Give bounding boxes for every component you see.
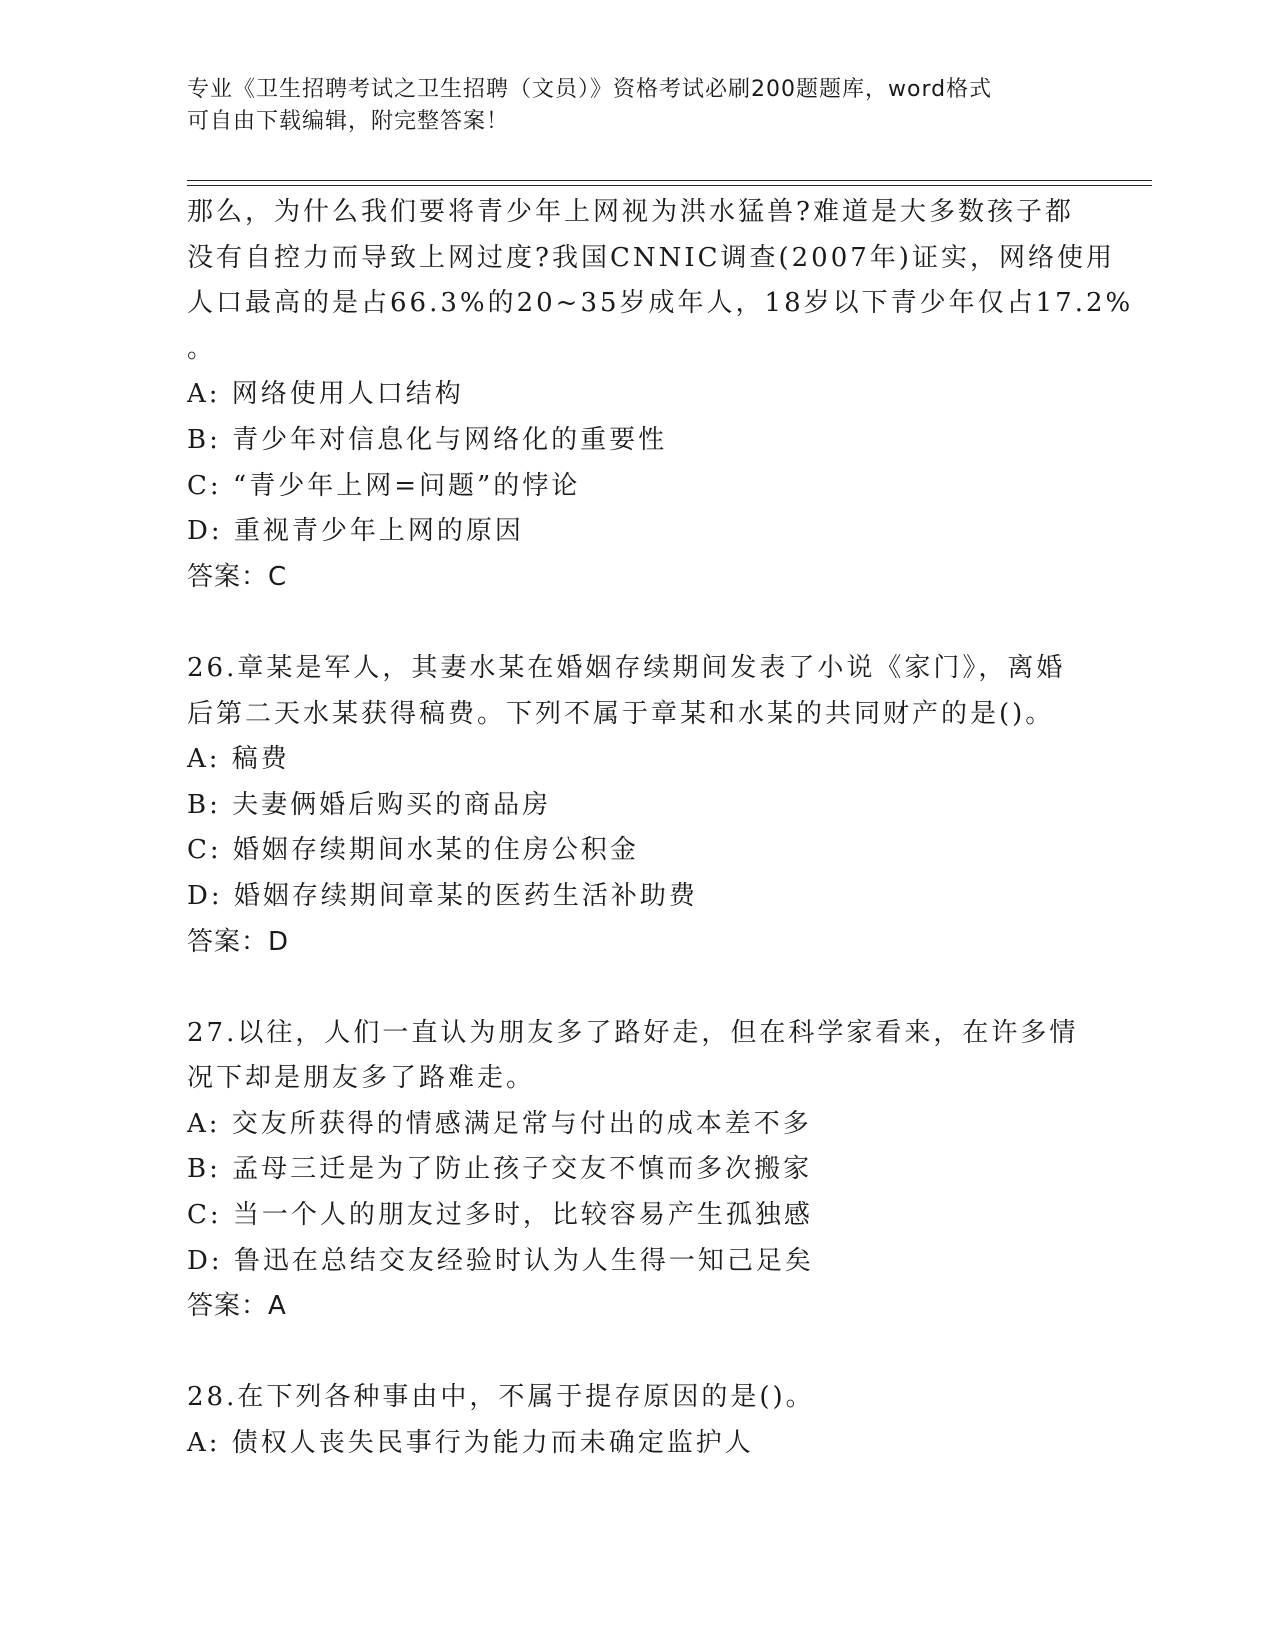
question-stem-line: 没有自控力而导致上网过度?我国CNNIC调查(2007年)证实，网络使用 (187, 242, 1115, 273)
header-rule-bottom (187, 185, 1152, 186)
question-stem-line: 。 (187, 333, 217, 364)
document-header (187, 74, 1087, 138)
answer: 答案：D (187, 926, 290, 957)
header-line-1: 专业《卫生招聘考试之卫生招聘（文员）》资格考试必刷200题题库，word格式 (187, 77, 993, 102)
option-c: C: 当一个人的朋友过多时，比较容易产生孤独感 (187, 1200, 813, 1231)
spacer (187, 600, 1087, 646)
header-rule-top (187, 180, 1152, 181)
header-line-2: 可自由下载编辑，附完整答案！ (187, 109, 510, 134)
option-a: A: 稿费 (187, 744, 290, 775)
question-27 (187, 1011, 1087, 1330)
question-26 (187, 646, 1087, 965)
question-stem-line: 后第二天水某获得稿费。下列不属于章某和水某的共同财产的是()。 (187, 698, 1055, 729)
question-25 (187, 190, 1134, 600)
option-b: B: 青少年对信息化与网络化的重要性 (187, 424, 668, 455)
answer: 答案：A (187, 1291, 287, 1322)
option-b: B: 夫妻俩婚后购买的商品房 (187, 789, 552, 820)
answer: 答案：C (187, 561, 288, 592)
spacer (187, 1330, 1087, 1376)
option-a: A: 债权人丧失民事行为能力而未确定监护人 (187, 1428, 754, 1459)
option-c: C: 婚姻存续期间水某的住房公积金 (187, 835, 639, 866)
question-stem-line: 27.以往，人们一直认为朋友多了路好走，但在科学家看来，在许多情 (187, 1017, 1079, 1048)
question-stem-line: 人口最高的是占66.3%的20~35岁成年人，18岁以下青少年仅占17.2% (187, 288, 1134, 319)
question-stem-line: 况下却是朋友多了路难走。 (187, 1063, 536, 1094)
option-a: A: 交友所获得的情感满足常与付出的成本差不多 (187, 1108, 812, 1139)
spacer (187, 965, 1087, 1011)
question-stem-line: 26.章某是军人，其妻水某在婚姻存续期间发表了小说《家门》，离婚 (187, 652, 1066, 683)
option-b: B: 孟母三迁是为了防止孩子交友不慎而多次搬家 (187, 1154, 813, 1185)
question-stem-line: 那么，为什么我们要将青少年上网视为洪水猛兽?难道是大多数孩子都 (187, 197, 1074, 227)
option-d: D: 鲁迅在总结交友经验时认为人生得一知己足矣 (187, 1245, 814, 1276)
question-28 (187, 1375, 1087, 1466)
option-d: D: 重视青少年上网的原因 (187, 516, 524, 547)
question-list (187, 190, 1134, 1467)
option-c: C: “青少年上网=问题”的悖论 (187, 470, 581, 501)
option-a: A: 网络使用人口结构 (187, 379, 464, 410)
question-stem-line: 28.在下列各种事由中，不属于提存原因的是()。 (187, 1382, 815, 1413)
option-d: D: 婚姻存续期间章某的医药生活补助费 (187, 880, 698, 911)
